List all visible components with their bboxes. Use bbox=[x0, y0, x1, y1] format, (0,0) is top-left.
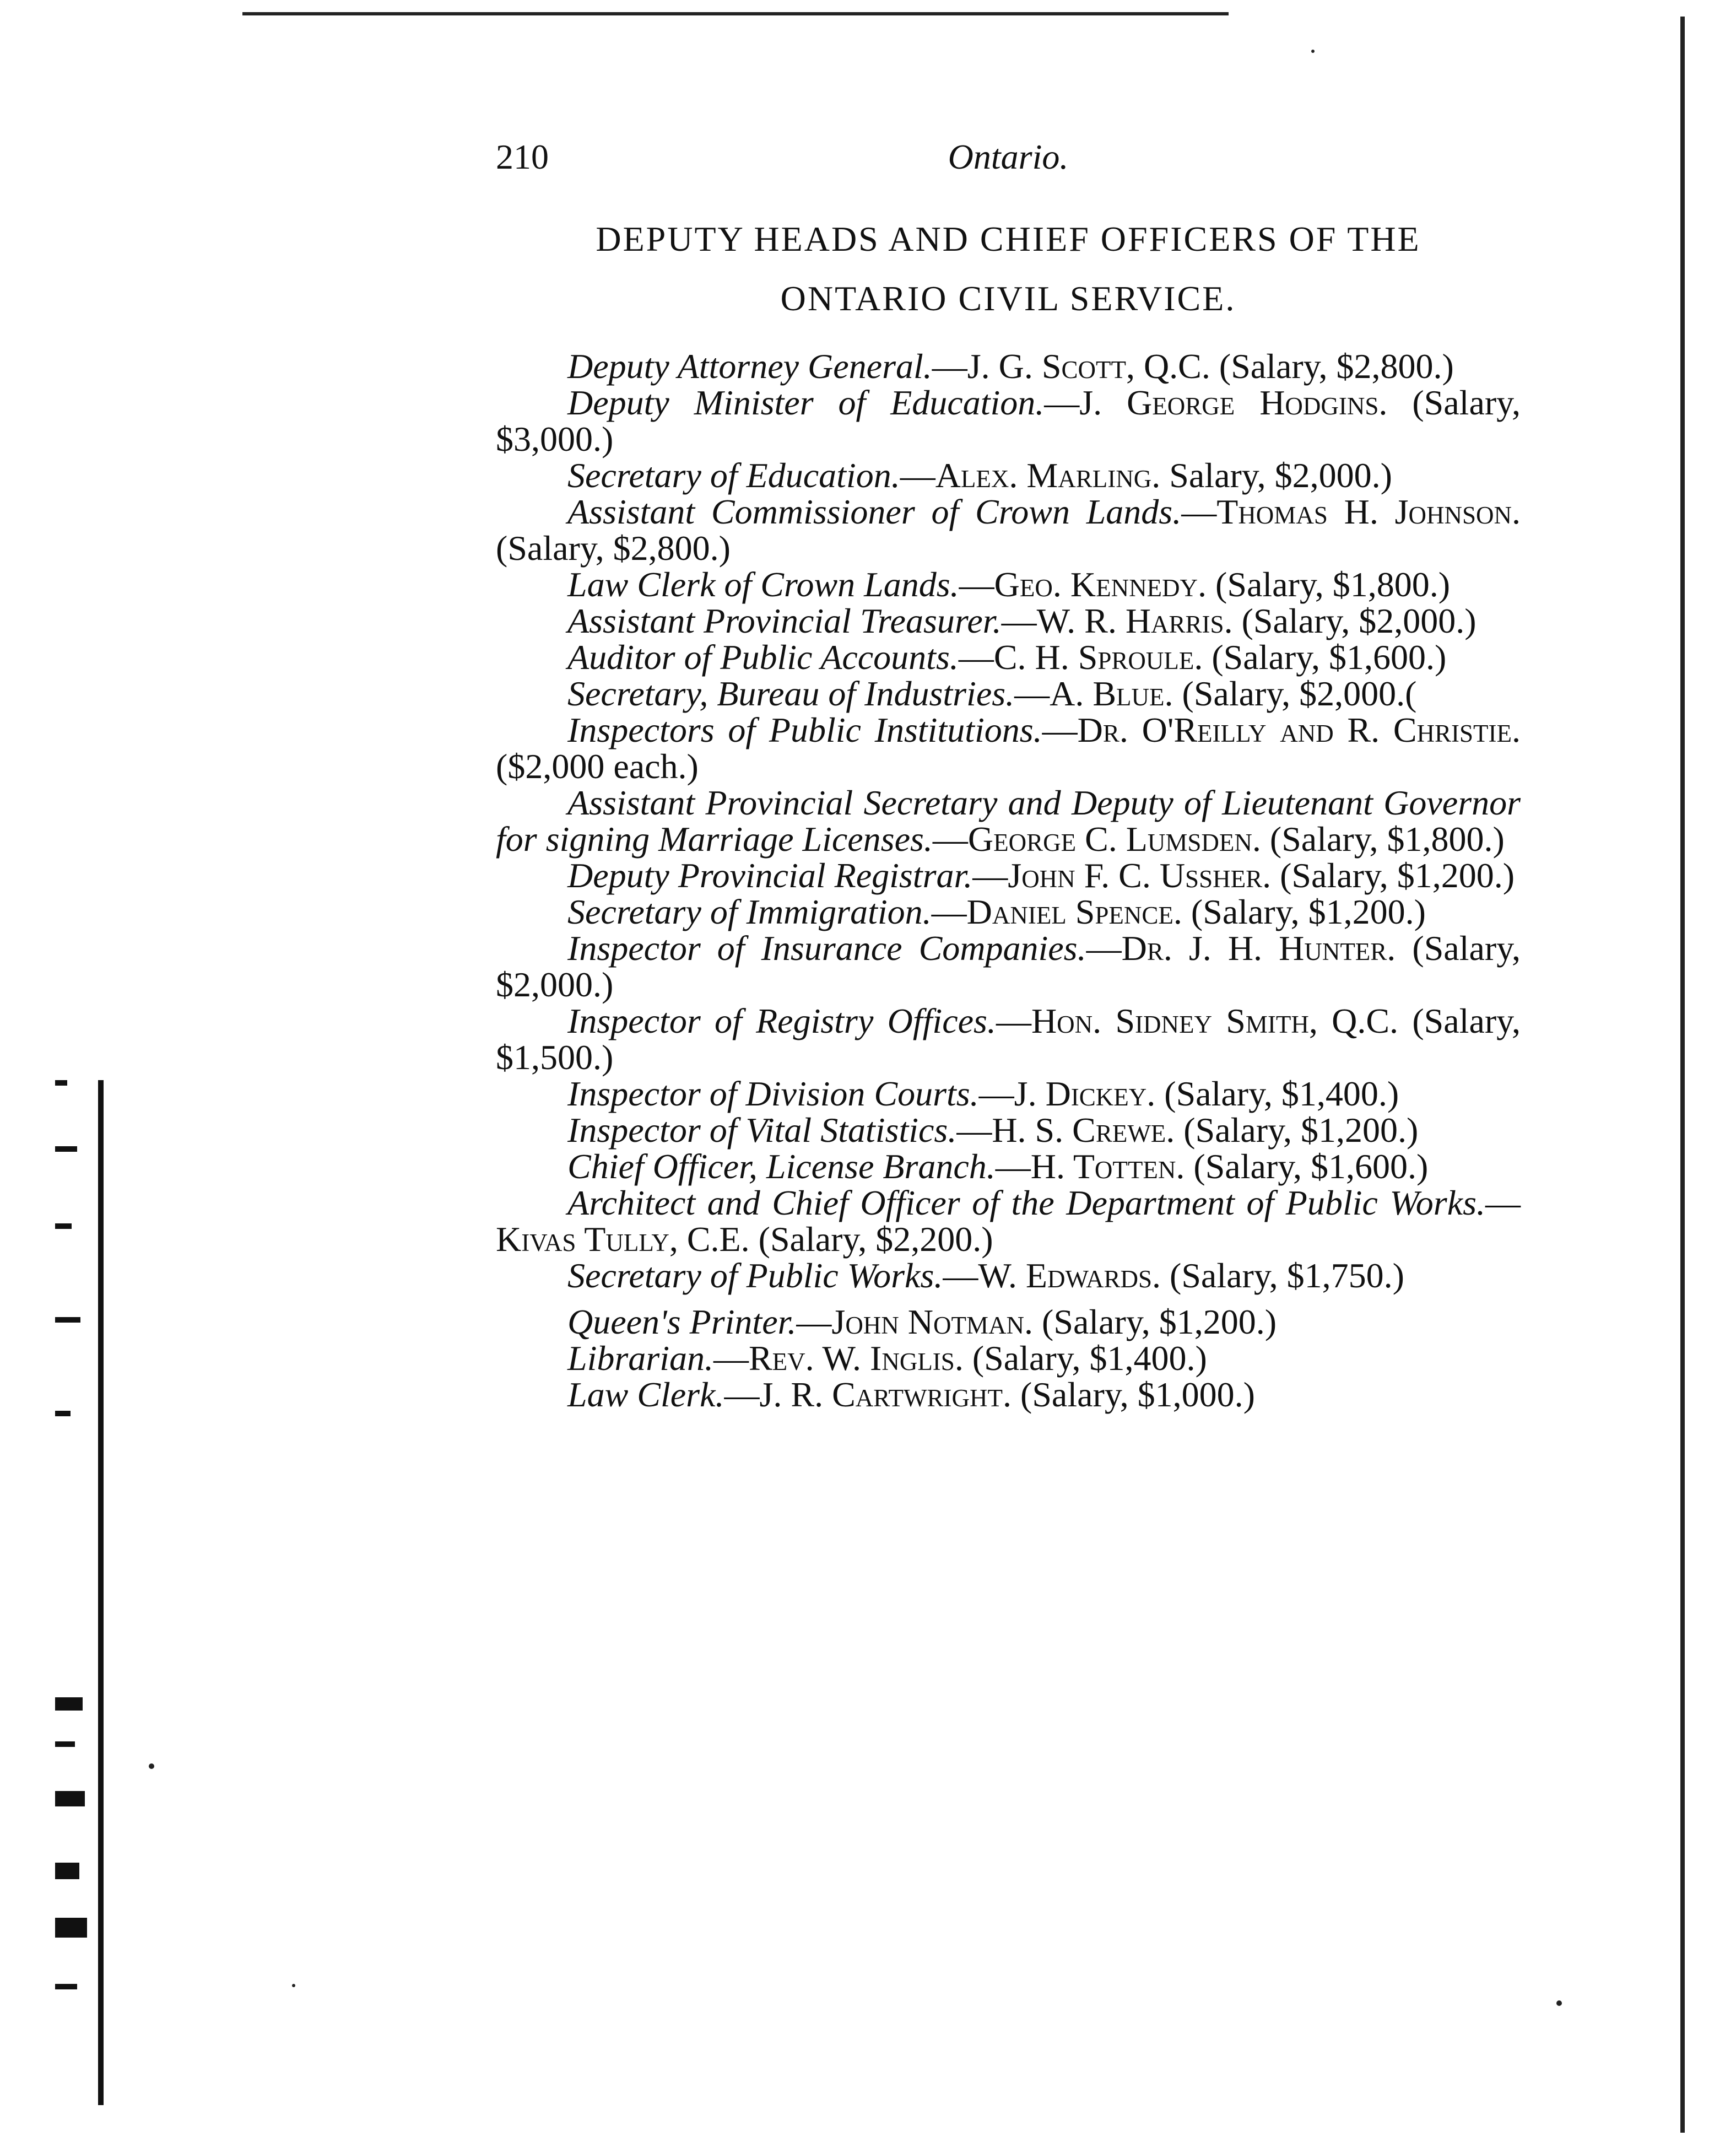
officer-list bbox=[496, 348, 1521, 1413]
entry-salary: (Salary, $1,750.) bbox=[1170, 1256, 1404, 1295]
list-item bbox=[496, 712, 1521, 785]
entry-role: Secretary of Immigration. bbox=[567, 892, 932, 931]
entry-name: —Hon. Sidney Smith, Q.C. bbox=[996, 1001, 1399, 1040]
list-item bbox=[496, 857, 1521, 894]
left-binding-edge bbox=[98, 1080, 104, 2105]
entry-role: Secretary of Public Works. bbox=[567, 1256, 943, 1295]
entry-name: —W. Edwards. bbox=[943, 1256, 1161, 1295]
top-rule bbox=[242, 12, 1229, 15]
entry-salary: (Salary, $1,200.) bbox=[1042, 1302, 1277, 1341]
list-item bbox=[496, 1112, 1521, 1148]
entry-role: Secretary of Education. bbox=[567, 456, 900, 495]
title-line-2: ONTARIO CIVIL SERVICE. bbox=[780, 279, 1236, 318]
list-item bbox=[496, 494, 1521, 567]
list-item bbox=[496, 1258, 1521, 1294]
entry-role: Deputy Minister of Education. bbox=[567, 383, 1045, 422]
list-item bbox=[496, 1185, 1521, 1258]
entry-role: Assistant Provincial Treasurer. bbox=[567, 601, 1002, 640]
entry-role: Deputy Attorney General. bbox=[567, 347, 932, 386]
entry-name: —Daniel Spence. bbox=[931, 892, 1182, 931]
binding-marks bbox=[55, 1080, 88, 2017]
list-item bbox=[496, 1340, 1521, 1377]
list-item bbox=[496, 1076, 1521, 1112]
entry-role: Secretary, Bureau of Industries. bbox=[567, 674, 1015, 713]
entry-name: —John F. C. Ussher. bbox=[972, 856, 1272, 895]
entry-role: Law Clerk of Crown Lands. bbox=[567, 565, 959, 604]
entry-name: —J. George Hodgins. bbox=[1044, 383, 1388, 422]
ink-speck bbox=[292, 1984, 295, 1987]
entry-salary: (Salary, $2,800.) bbox=[1219, 347, 1454, 386]
entry-salary: (Salary, $2,000.) bbox=[1241, 601, 1477, 640]
entry-salary: (Salary, $1,200.) bbox=[1183, 1110, 1419, 1150]
entry-salary: Salary, $2,000.) bbox=[1169, 456, 1392, 495]
entry-role: Auditor of Public Accounts. bbox=[567, 638, 959, 677]
entry-role: Deputy Provincial Registrar. bbox=[567, 856, 973, 895]
list-item bbox=[496, 1377, 1521, 1413]
entry-role: Chief Officer, License Branch. bbox=[567, 1147, 996, 1186]
entry-salary: (Salary, $1,800.) bbox=[1215, 565, 1451, 604]
ink-speck bbox=[1556, 2000, 1562, 2006]
list-item bbox=[496, 603, 1521, 639]
entry-name: —H. S. Crewe. bbox=[956, 1110, 1175, 1150]
entry-name: —Dr. J. H. Hunter. bbox=[1086, 929, 1396, 968]
entry-role: Assistant Provincial Secretary and Deputy of Lieutenant Governor for signing Marriage Licenses. bbox=[496, 783, 1521, 859]
bottom-scan-marks bbox=[132, 2117, 1675, 2128]
running-head: Ontario. bbox=[948, 137, 1069, 176]
entry-salary: (Salary, $1,600.) bbox=[1193, 1147, 1429, 1186]
entry-role: Architect and Chief Officer of the Department of Public Works. bbox=[567, 1183, 1485, 1222]
entry-salary: (Salary, $2,000.) bbox=[496, 929, 1521, 1004]
entry-salary: (Salary, $2,200.) bbox=[758, 1220, 993, 1259]
entry-name: —John Notman. bbox=[796, 1302, 1034, 1341]
entry-name: —J. R. Cartwright. bbox=[724, 1375, 1012, 1414]
entry-salary: ($2,000 each.) bbox=[496, 747, 699, 786]
entry-name: —A. Blue. bbox=[1014, 674, 1173, 713]
entry-name: —Alex. Marling. bbox=[900, 456, 1161, 495]
list-item bbox=[496, 1003, 1521, 1076]
entry-salary: (Salary, $1,200.) bbox=[1280, 856, 1515, 895]
entry-name: —J. G. Scott, Q.C. bbox=[932, 347, 1210, 386]
list-item bbox=[496, 567, 1521, 603]
entry-salary: (Salary, $1,000.) bbox=[1020, 1375, 1255, 1414]
entry-salary: (Salary, $1,400.) bbox=[972, 1339, 1207, 1378]
list-item bbox=[496, 676, 1521, 712]
list-item bbox=[496, 348, 1521, 385]
list-item bbox=[496, 457, 1521, 494]
entry-name: —C. H. Sproule. bbox=[958, 638, 1203, 677]
entry-role: Inspector of Registry Offices. bbox=[567, 1001, 996, 1040]
title-line-1: DEPUTY HEADS AND CHIEF OFFICERS OF THE bbox=[596, 219, 1421, 258]
list-item bbox=[496, 1148, 1521, 1185]
ink-speck bbox=[1311, 50, 1315, 53]
entry-name: —Geo. Kennedy. bbox=[959, 565, 1207, 604]
list-item bbox=[496, 894, 1521, 930]
entry-role: Inspectors of Public Institutions. bbox=[567, 710, 1042, 749]
list-item bbox=[496, 785, 1521, 857]
page-header bbox=[496, 137, 1521, 192]
ink-speck bbox=[149, 1763, 154, 1769]
entry-salary: (Salary, $2,000.( bbox=[1182, 674, 1417, 713]
entry-salary: (Salary, $1,400.) bbox=[1164, 1074, 1399, 1113]
page-title bbox=[496, 209, 1521, 328]
entry-name: —J. Dickey. bbox=[978, 1074, 1156, 1113]
entry-salary: (Salary, $2,800.) bbox=[496, 528, 731, 568]
entry-role: Librarian. bbox=[567, 1339, 713, 1378]
entry-role: Queen's Printer. bbox=[567, 1302, 797, 1341]
entry-name: —W. R. Harris. bbox=[1001, 601, 1233, 640]
entry-name: —George C. Lumsden. bbox=[932, 819, 1261, 859]
list-item bbox=[496, 1304, 1521, 1340]
entry-role: Inspector of Vital Statistics. bbox=[567, 1110, 957, 1150]
list-item bbox=[496, 385, 1521, 457]
right-page-edge bbox=[1680, 17, 1685, 2133]
entry-name: —Rev. W. Inglis. bbox=[713, 1339, 964, 1378]
entry-role: Assistant Commissioner of Crown Lands. bbox=[567, 492, 1182, 531]
entry-salary: (Salary, $1,800.) bbox=[1269, 819, 1505, 859]
entry-salary: (Salary, $3,000.) bbox=[496, 383, 1521, 458]
entry-role: Law Clerk. bbox=[567, 1375, 724, 1414]
page-number: 210 bbox=[496, 137, 549, 176]
entry-salary: (Salary, $1,200.) bbox=[1191, 892, 1426, 931]
entry-name: —Dr. O'Reilly and R. Christie. bbox=[1042, 710, 1521, 749]
entry-salary: (Salary, $1,600.) bbox=[1212, 638, 1447, 677]
entry-salary: (Salary, $1,500.) bbox=[496, 1001, 1521, 1077]
list-item bbox=[496, 930, 1521, 1003]
list-item bbox=[496, 639, 1521, 676]
entry-role: Inspector of Insurance Companies. bbox=[567, 929, 1086, 968]
entry-name: —Kivas Tully, C.E. bbox=[496, 1183, 1521, 1259]
entry-name: —Thomas H. Johnson. bbox=[1181, 492, 1521, 531]
entry-role: Inspector of Division Courts. bbox=[567, 1074, 979, 1113]
entry-name: —H. Totten. bbox=[995, 1147, 1185, 1186]
